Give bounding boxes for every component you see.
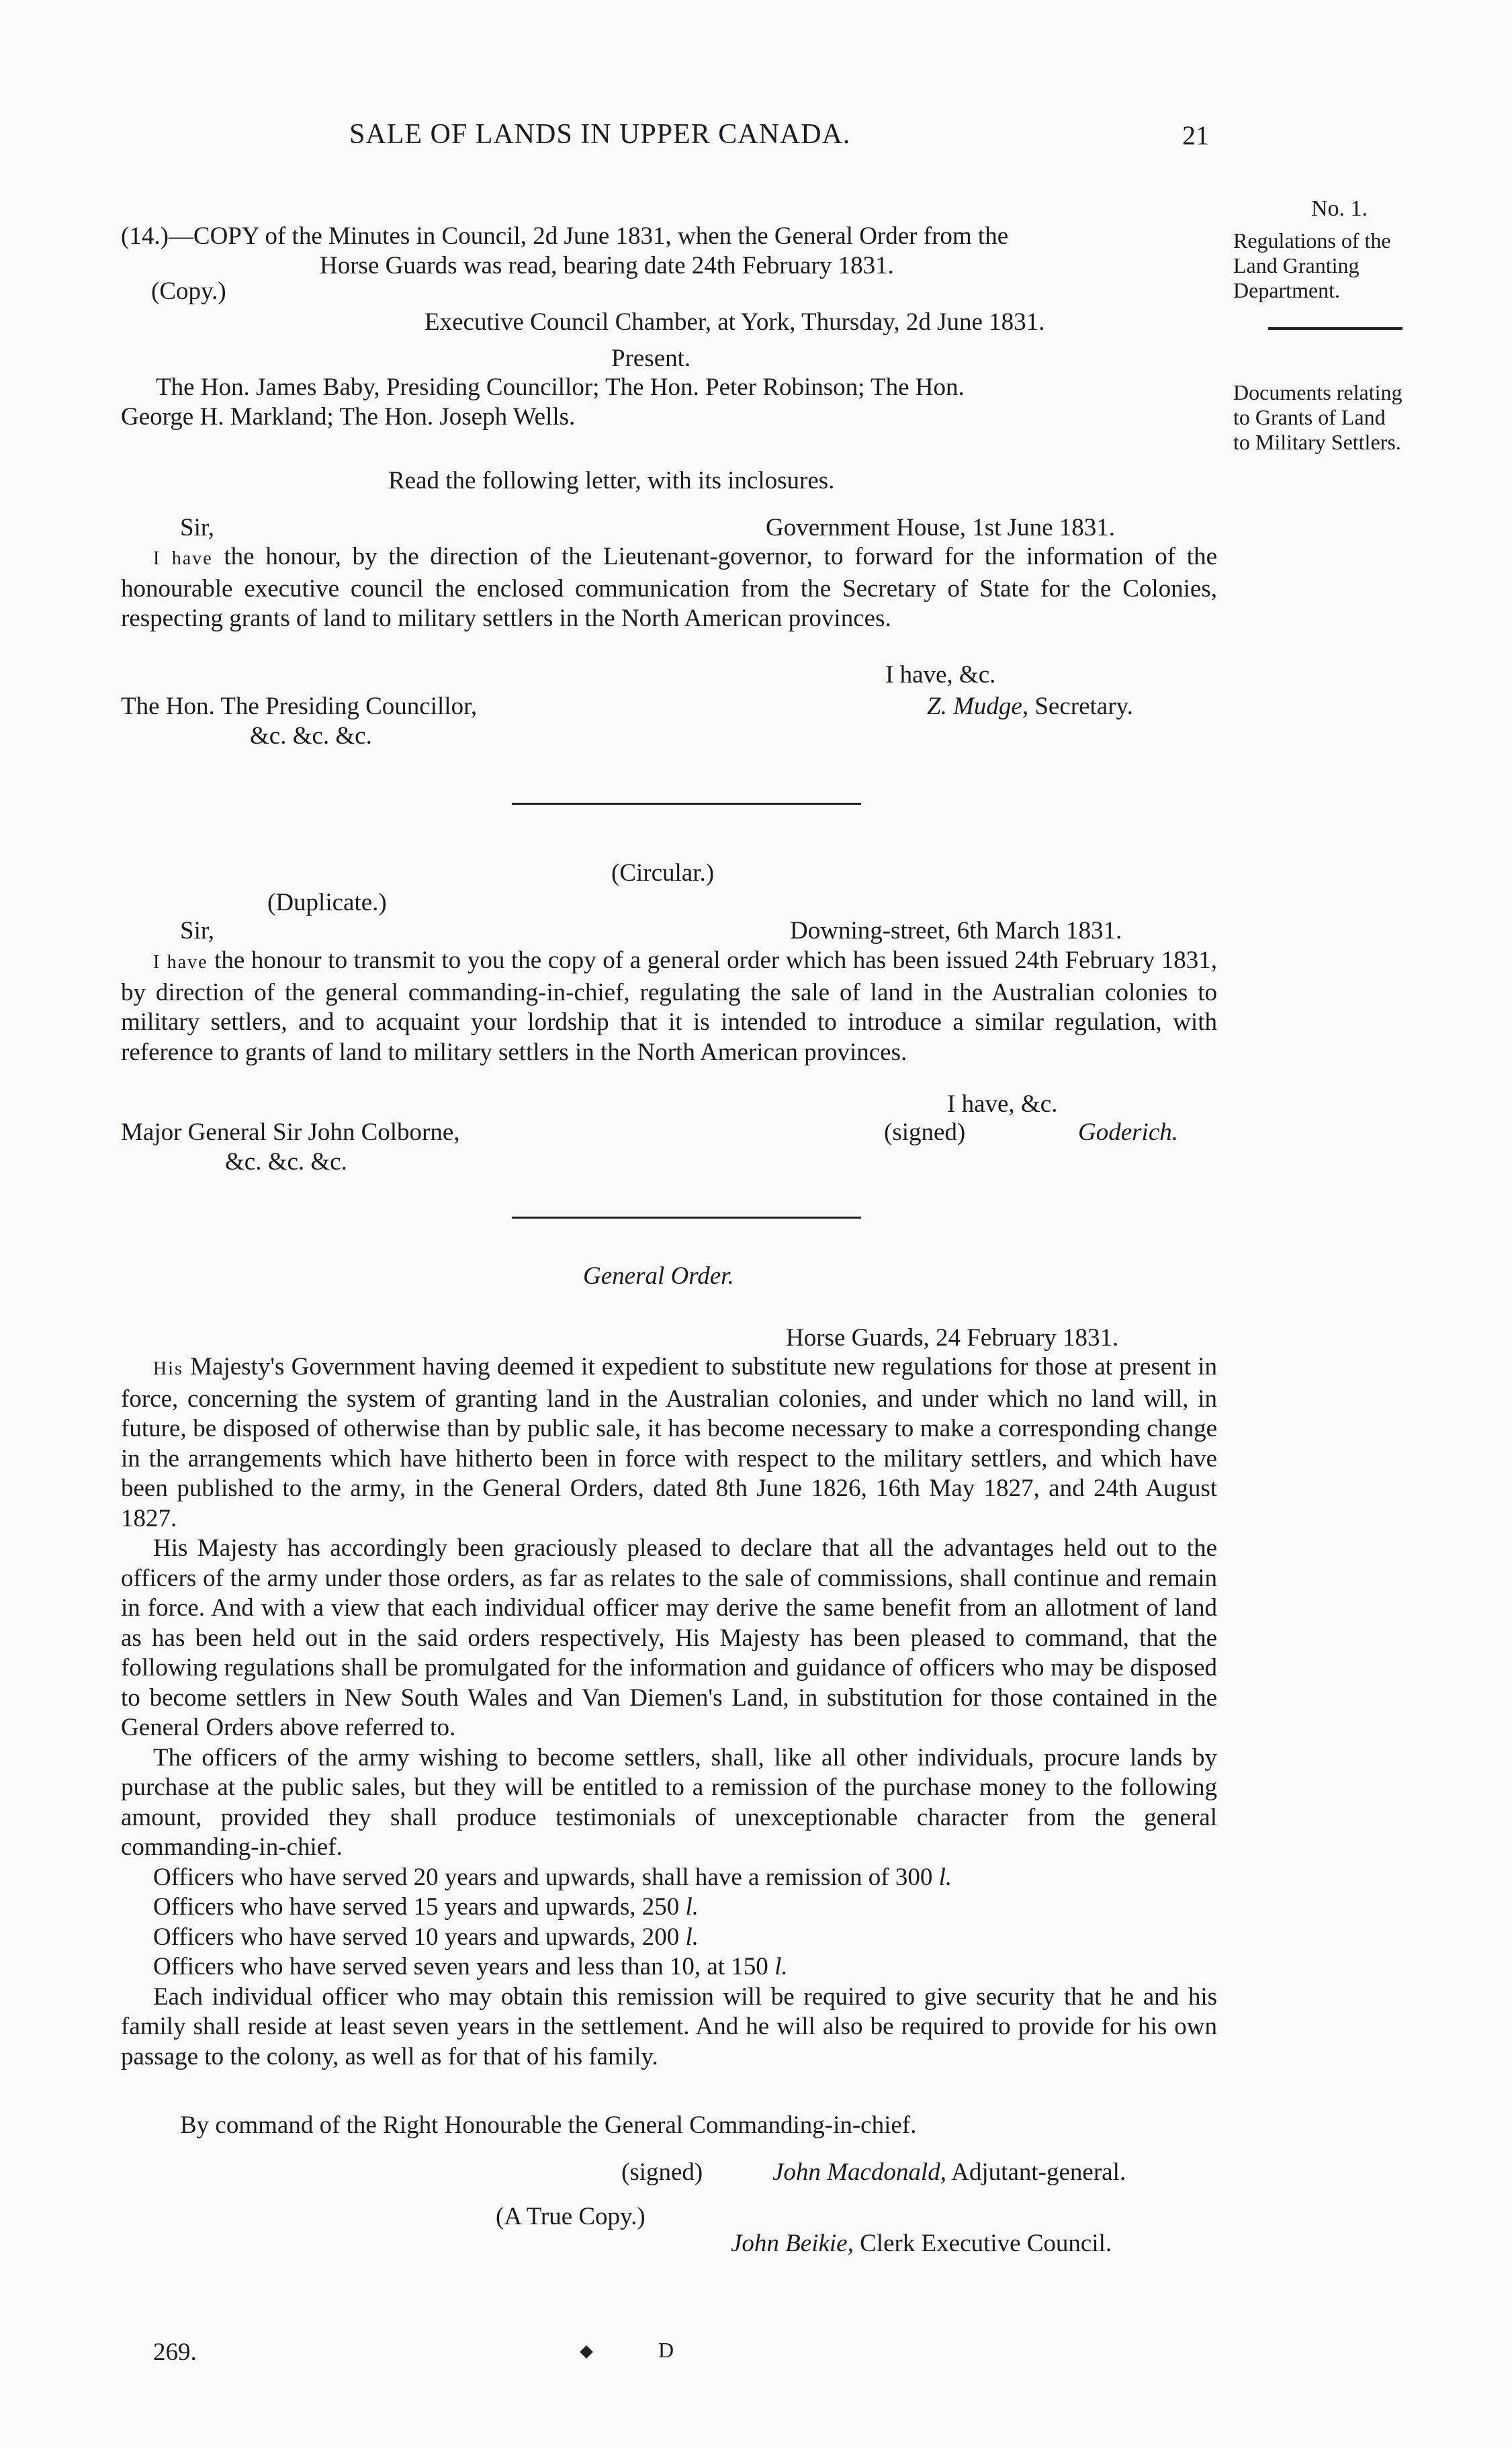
- circular-signed-label: (signed): [884, 1119, 966, 1146]
- remission-text: Officers who have served 20 years and upwards, shall have a remission of 300: [153, 1863, 933, 1891]
- remission-text: Officers who have served seven years and less than 10, at 150: [153, 1953, 768, 1980]
- order-signer-title: Adjutant-general.: [951, 2158, 1126, 2186]
- circular-addressee: Major General Sir John Colborne,: [121, 1119, 460, 1146]
- clerk-name: John Beikie,: [731, 2230, 854, 2257]
- letter-signer-title: Secretary.: [1034, 693, 1133, 720]
- sidebar-doc-line: to Grants of Land: [1233, 405, 1386, 429]
- read-line: Read the following letter, with its inclosures.: [388, 467, 835, 494]
- footer-signature-mark: D: [658, 2338, 674, 2362]
- remission-unit: l.: [685, 1923, 699, 1951]
- order-signed-label: (signed): [621, 2158, 703, 2186]
- letter-salutation: Sir,: [180, 514, 214, 541]
- sidebar-section-line: Department.: [1233, 278, 1341, 302]
- letter-opening: I have: [153, 548, 213, 569]
- paragraph: [121, 1352, 1217, 1534]
- circular-label: (Circular.): [611, 859, 715, 887]
- letter-addressee: The Hon. The Presiding Councillor,: [121, 693, 478, 720]
- remission-unit: l.: [938, 1863, 952, 1891]
- order-signature: [772, 2158, 1126, 2187]
- remission-item: [121, 1892, 1217, 1923]
- section-divider: [512, 803, 861, 805]
- general-order-title: General Order.: [583, 1262, 734, 1290]
- circular-salutation: Sir,: [180, 917, 214, 945]
- remission-text: Officers who have served 15 years and upwards, 250: [153, 1893, 680, 1921]
- remission-item: [121, 1923, 1217, 1953]
- remission-text: Officers who have served 10 years and upwards, 200: [153, 1923, 680, 1951]
- clerk-signature: [731, 2229, 1112, 2259]
- duplicate-label: (Duplicate.): [267, 889, 387, 916]
- sidebar-divider: [1268, 327, 1403, 330]
- circular-etc: &c. &c. &c.: [225, 1148, 347, 1176]
- letter-dateline: Government House, 1st June 1831.: [766, 514, 1115, 541]
- council-place: Executive Council Chamber, at York, Thursday, 2d June 1831.: [425, 308, 1045, 336]
- circular-closing: I have, &c.: [947, 1090, 1058, 1118]
- copy-label: (Copy.): [151, 277, 226, 305]
- present-members: The Hon. James Baby, Presiding Councillor; The Hon. Peter Robinson; The Hon.: [156, 374, 965, 401]
- paragraph: The officers of the army wishing to become settlers, shall, like all other individuals, procure lands by purchase at the public sales, but they will be entitled to a remission of the purchase money to the following amount, provided they shall produce testimonials of unexceptionable character from the general commanding-in-chief.: [121, 1743, 1217, 1861]
- present-members-cont: George H. Markland; The Hon. Joseph Wells.: [121, 403, 576, 431]
- page-number: 21: [1182, 120, 1209, 150]
- circular-signer: Goderich.: [1078, 1119, 1178, 1146]
- remission-item: [121, 1952, 1217, 1982]
- circular-dateline: Downing-street, 6th March 1831.: [790, 917, 1122, 945]
- remission-item: [121, 1863, 1217, 1893]
- minutes-heading: (14.)—COPY of the Minutes in Council, 2d June 1831, when the General Order from the: [121, 222, 1009, 250]
- order-opening: His: [153, 1358, 183, 1379]
- present-label: Present.: [611, 345, 691, 372]
- circular-opening: I have: [153, 952, 208, 973]
- order-signer: John Macdonald,: [772, 2158, 946, 2186]
- true-copy-label: (A True Copy.): [496, 2203, 646, 2230]
- sidebar-section-line: Regulations of the: [1233, 228, 1391, 253]
- remission-unit: l.: [685, 1893, 699, 1921]
- minutes-heading-cont: Horse Guards was read, bearing date 24th February 1831.: [320, 252, 894, 279]
- remission-unit: l.: [774, 1953, 788, 1980]
- sidebar-doc-line: to Military Settlers.: [1233, 430, 1401, 454]
- order-paragraph-1: Majesty's Government having deemed it expedient to substitute new regulations for those at present in force, concerning the system of granting land in the Australian colonies, and under which no land will, in future, be disposed of otherwise than by public sale, it has become necessary to make a corresponding change in the arrangements which have hitherto been in force with respect to the military settlers, and which have been published to the army, in the General Orders, dated 8th June 1826, 16th May 1827, and 24th August 1827.: [121, 1353, 1217, 1532]
- paragraph: His Majesty has accordingly been graciously pleased to declare that all the advantages held out to the officers of the army under those orders, as far as relates to the sale of commissions, shall continue and remain in force. And with a view that each individual officer may derive the same benefit from an allotment of land as has been held out in the said orders respectively, His Majesty has been pleased to command, that the following regulations shall be promulgated for the information and guidance of officers who may be disposed to become settlers in New South Wales and Van Diemen's Land, in substitution for those contained in the General Orders above referred to.: [121, 1534, 1217, 1741]
- circular-body-text: the honour to transmit to you the copy of a general order which has been issued 24th February 1831, by direction of the general commanding-in-chief, regulating the sale of land in the Australian colonies to military settlers, and to acquaint your lordship that it is intended to introduce a similar regulation, with reference to grants of land to military settlers in the North American provinces.: [121, 947, 1217, 1066]
- general-order-dateline: Horse Guards, 24 February 1831.: [786, 1324, 1119, 1352]
- letter-body-text: the honour, by the direction of the Lieutenant-governor, to forward for the information of the honourable executive council the enclosed communication from the Secretary of State for the Colonies, respecting grants of land to military settlers in the North American provinces.: [121, 543, 1217, 632]
- footer-left: 269.: [153, 2338, 197, 2366]
- ink-mark: [580, 2345, 593, 2359]
- clerk-title: Clerk Executive Council.: [860, 2230, 1112, 2257]
- letter-body: [121, 542, 1217, 634]
- letter-signature: [927, 692, 1133, 722]
- sidebar-doc-line: Documents relating: [1233, 380, 1403, 404]
- page-title: SALE OF LANDS IN UPPER CANADA.: [349, 119, 851, 150]
- letter-signer: Z. Mudge,: [927, 693, 1029, 720]
- section-divider: [512, 1217, 861, 1219]
- command-line: By command of the Right Honourable the General Commanding-in-chief.: [180, 2111, 917, 2139]
- letter-etc: &c. &c. &c.: [250, 722, 372, 750]
- circular-body: [121, 946, 1217, 1067]
- sidebar-number: No. 1.: [1311, 196, 1368, 221]
- general-order-body: [121, 1352, 1217, 2072]
- letter-closing: I have, &c.: [885, 661, 996, 689]
- paragraph: Each individual officer who may obtain this remission will be required to give security that he and his family shall reside at least seven years in the settlement. And he will also be required to provide for his own passage to the colony, as well as for that of his family.: [121, 1982, 1217, 2070]
- sidebar-section-line: Land Granting: [1233, 253, 1360, 277]
